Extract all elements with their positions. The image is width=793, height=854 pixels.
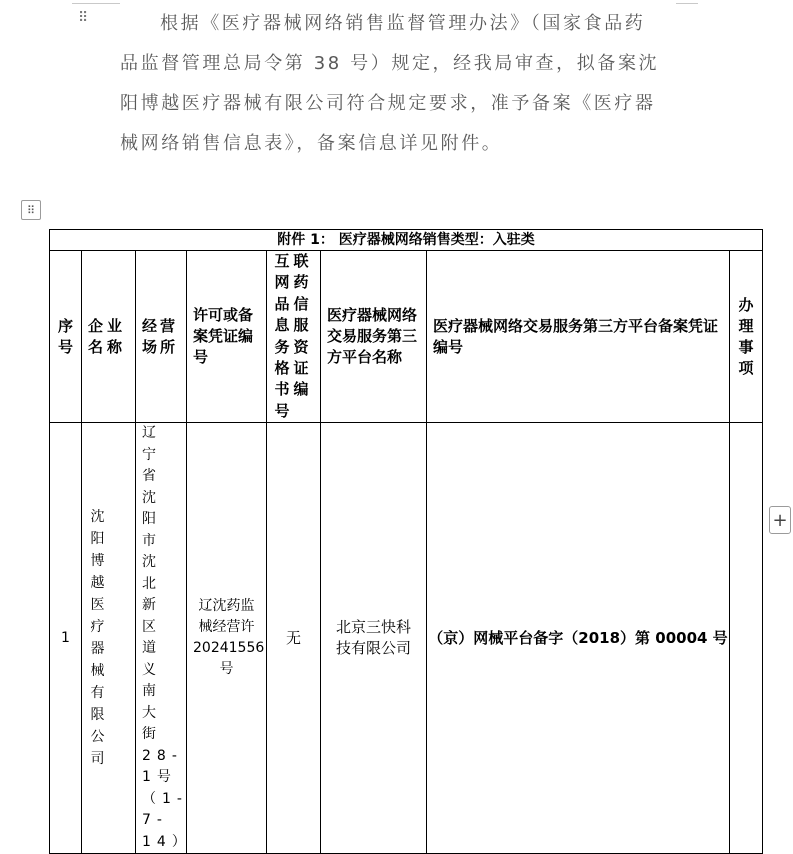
table-title: 附件 1： 医疗器械网络销售类型：入驻类 bbox=[50, 230, 763, 251]
paragraph-line-1: 根据《医疗器械网络销售监督管理办法》（国家食品药 bbox=[160, 13, 646, 34]
table-move-handle-icon[interactable]: ⠿ bbox=[21, 200, 41, 220]
cell-company: 沈阳博越医疗器械有限公司 bbox=[82, 423, 136, 854]
cell-license: 辽沈药监械经营许20241556号 bbox=[187, 423, 267, 854]
cell-internet-cert: 无 bbox=[267, 423, 321, 854]
header-company: 企业名称 bbox=[82, 251, 136, 423]
header-seq: 序号 bbox=[50, 251, 82, 423]
header-matters: 办理事项 bbox=[730, 251, 763, 423]
sales-info-table bbox=[49, 229, 763, 854]
header-premises: 经营场所 bbox=[136, 251, 187, 423]
header-internet-cert: 互联网药品信息服务资格证书编号 bbox=[267, 251, 321, 423]
cell-matters bbox=[730, 423, 763, 854]
paragraph-drag-handle-icon[interactable]: ⠿ bbox=[78, 10, 90, 26]
table-row bbox=[50, 423, 763, 854]
cell-premises: 辽宁省沈阳市沈北新区道义南大街28-1号（1-7-14） bbox=[136, 423, 187, 854]
page-crop-mark-left bbox=[72, 3, 120, 4]
paragraph-line-3: 阳博越医疗器械有限公司符合规定要求，准予备案《医疗器 bbox=[120, 93, 656, 114]
add-row-button[interactable]: + bbox=[769, 506, 791, 534]
header-platform-cert: 医疗器械网络交易服务第三方平台备案凭证编号 bbox=[427, 251, 730, 423]
header-license: 许可或备案凭证编号 bbox=[187, 251, 267, 423]
paragraph-line-2: 品监督管理总局令第 38 号）规定，经我局审查，拟备案沈 bbox=[120, 53, 660, 74]
cell-seq: 1 bbox=[50, 423, 82, 854]
paragraph-line-4: 械网络销售信息表》，备案信息详见附件。 bbox=[120, 133, 503, 154]
cell-platform-name: 北京三快科技有限公司 bbox=[321, 423, 427, 854]
header-platform-name: 医疗器械网络交易服务第三方平台名称 bbox=[321, 251, 427, 423]
cell-platform-cert: （京）网械平台备字（2018）第 00004 号 bbox=[427, 423, 730, 854]
body-paragraph bbox=[120, 4, 680, 164]
